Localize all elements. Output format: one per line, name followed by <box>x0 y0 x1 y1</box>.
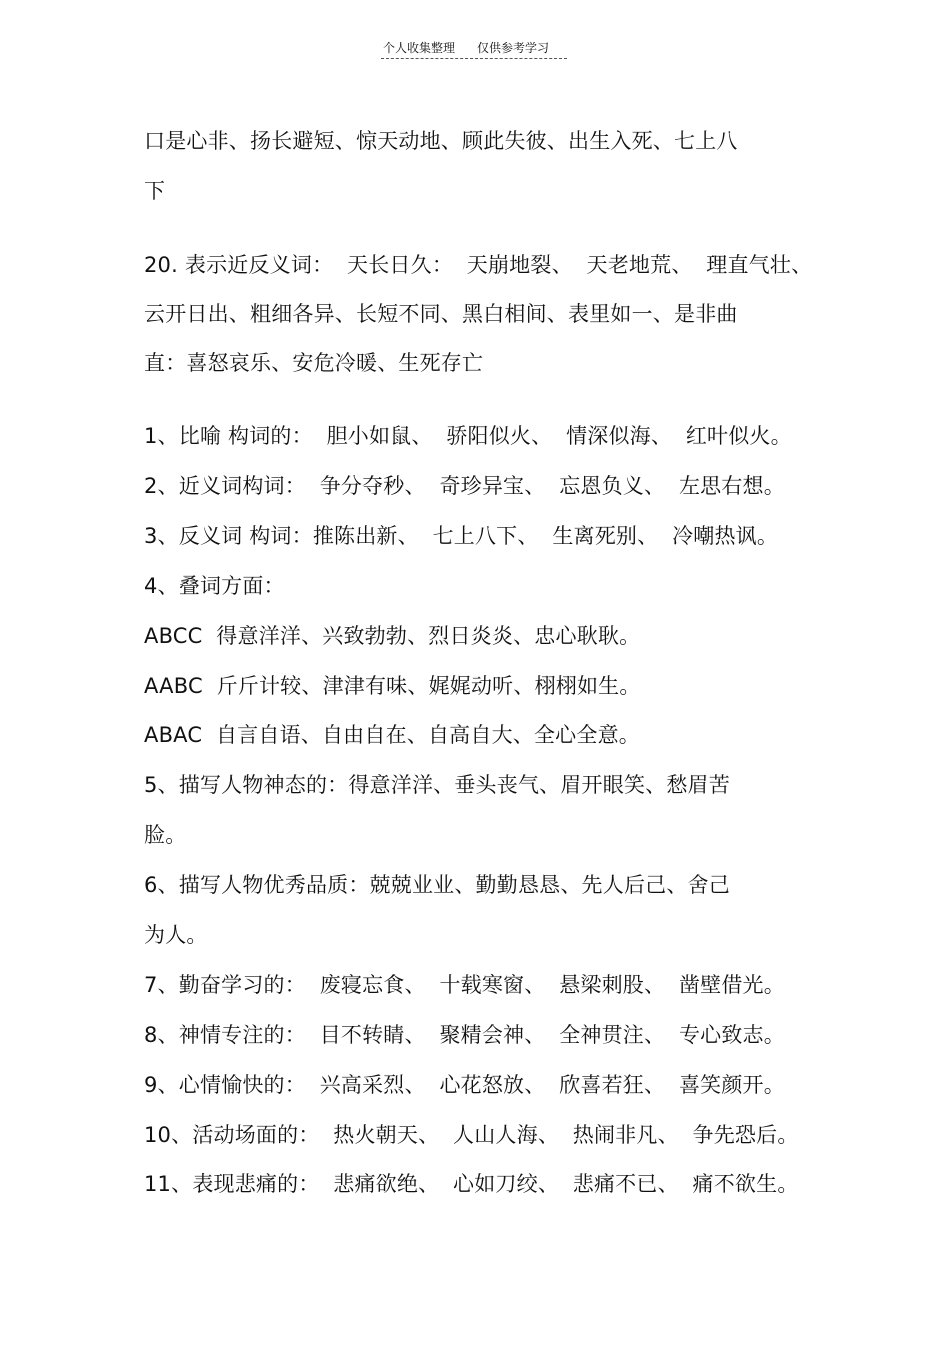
text-line: 下 <box>144 179 166 203</box>
text-line: 直：喜怒哀乐、安危冷暖、生死存亡 <box>144 351 484 375</box>
text-line: 6、描写人物优秀品质：兢兢业业、勤勤恳恳、先人后己、舍己 <box>144 873 730 897</box>
text-line: 1、比喻 构词的： 胆小如鼠、 骄阳似火、 情深似海、 红叶似火。 <box>144 424 792 448</box>
header-left-text: 个人收集整理 <box>383 41 456 55</box>
text-line: 7、勤奋学习的： 废寝忘食、 十载寒窗、 悬梁刺股、 凿壁借光。 <box>144 973 785 997</box>
text-line: ABAC 自言自语、自由自在、自高自大、全心全意。 <box>144 723 640 747</box>
text-line: AABC 斤斤计较、津津有味、娓娓动听、栩栩如生。 <box>144 674 641 698</box>
text-line: ABCC 得意洋洋、兴致勃勃、烈日炎炎、忠心耿耿。 <box>144 624 641 648</box>
text-line: 3、反义词 构词：推陈出新、 七上八下、 生离死别、 冷嘲热讽。 <box>144 524 779 548</box>
text-line: 口是心非、扬长避短、惊天动地、顾此失彼、出生入死、七上八 <box>144 129 738 153</box>
page-header <box>381 40 567 59</box>
text-line: 10、活动场面的： 热火朝天、 人山人海、 热闹非凡、 争先恐后。 <box>144 1123 799 1147</box>
text-line: 脸。 <box>144 823 187 847</box>
text-line: 2、近义词构词： 争分夺秒、 奇珍异宝、 忘恩负义、 左思右想。 <box>144 474 785 498</box>
text-line: 4、叠词方面： <box>144 574 285 598</box>
text-line: 20. 表示近反义词： 天长日久： 天崩地裂、 天老地荒、 理直气壮、 <box>144 253 813 277</box>
text-line: 云开日出、粗细各异、长短不同、黑白相间、表里如一、是非曲 <box>144 302 738 326</box>
text-line: 5、描写人物神态的：得意洋洋、垂头丧气、眉开眼笑、愁眉苦 <box>144 773 730 797</box>
text-line: 为人。 <box>144 923 208 947</box>
text-line: 9、心情愉快的： 兴高采烈、 心花怒放、 欣喜若狂、 喜笑颜开。 <box>144 1073 785 1097</box>
text-line: 11、表现悲痛的： 悲痛欲绝、 心如刀绞、 悲痛不已、 痛不欲生。 <box>144 1172 799 1196</box>
text-line: 8、神情专注的： 目不转睛、 聚精会神、 全神贯注、 专心致志。 <box>144 1023 785 1047</box>
header-right-text: 仅供参考学习 <box>477 41 550 55</box>
